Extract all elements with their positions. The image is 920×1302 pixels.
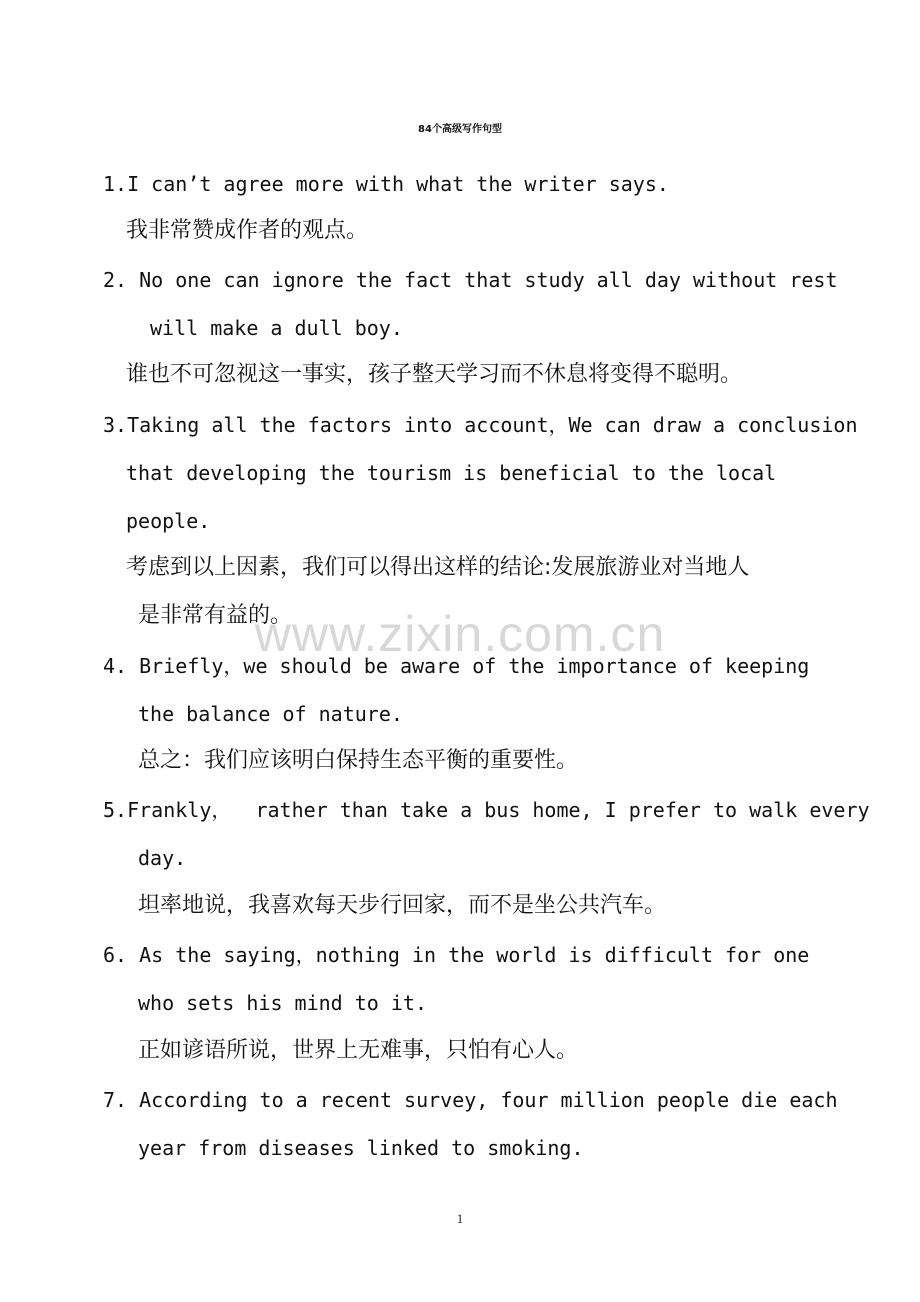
page-title: 84个高级写作句型 — [418, 124, 502, 135]
sentence-6-english-line-2: who sets his mind to it. — [138, 991, 427, 1015]
sentence-7-english-line-2: year from diseases linked to smoking. — [138, 1136, 584, 1160]
sentence-5-english-line-2: day. — [138, 846, 187, 870]
sentence-2-english-line-2: will make a dull boy. — [150, 316, 403, 340]
watermark: www.zixin.com.cn — [254, 606, 666, 662]
sentence-5-english-line-1: 5.Frankly， rather than take a bus home, I prefer to walk every — [103, 798, 870, 822]
sentence-4-english-line-2: the balance of nature. — [138, 702, 403, 726]
sentence-6-english-line-1: 6. As the saying，nothing in the world is difficult for one — [103, 943, 810, 967]
sentence-6-chinese-line-1: 正如谚语所说，世界上无难事，只怕有心人。 — [138, 1038, 579, 1063]
sentence-1-english-line-1: 1.I can’t agree more with what the writer says. — [103, 172, 669, 196]
sentence-2-english-line-1: 2. No one can ignore the fact that study all day without rest — [103, 268, 838, 292]
sentence-3-chinese-line-1: 考虑到以上因素，我们可以得出这样的结论:发展旅游业对当地人 — [126, 555, 750, 580]
sentence-3-english-line-2: that developing the tourism is beneficial to the local — [126, 461, 777, 485]
sentence-4-chinese-line-1: 总之：我们应该明白保持生态平衡的重要性。 — [138, 748, 579, 773]
sentence-3-chinese-line-2: 是非常有益的。 — [138, 603, 293, 628]
sentence-2-chinese-line-1: 谁也不可忽视这一事实，孩子整天学习而不休息将变得不聪明。 — [126, 362, 743, 387]
sentence-4-english-line-1: 4. Briefly，we should be aware of the importance of keeping — [103, 654, 810, 678]
sentence-5-chinese-line-1: 坦率地说，我喜欢每天步行回家，而不是坐公共汽车。 — [138, 893, 667, 918]
sentence-3-english-line-1: 3.Taking all the factors into account，We can draw a conclusion — [103, 413, 858, 437]
sentence-1-chinese-line-1: 我非常赞成作者的观点。 — [126, 218, 369, 243]
sentence-3-english-line-3: people. — [126, 509, 211, 533]
page-number: 1 — [456, 1211, 464, 1226]
sentence-7-english-line-1: 7. According to a recent survey, four million people die each — [103, 1088, 838, 1112]
